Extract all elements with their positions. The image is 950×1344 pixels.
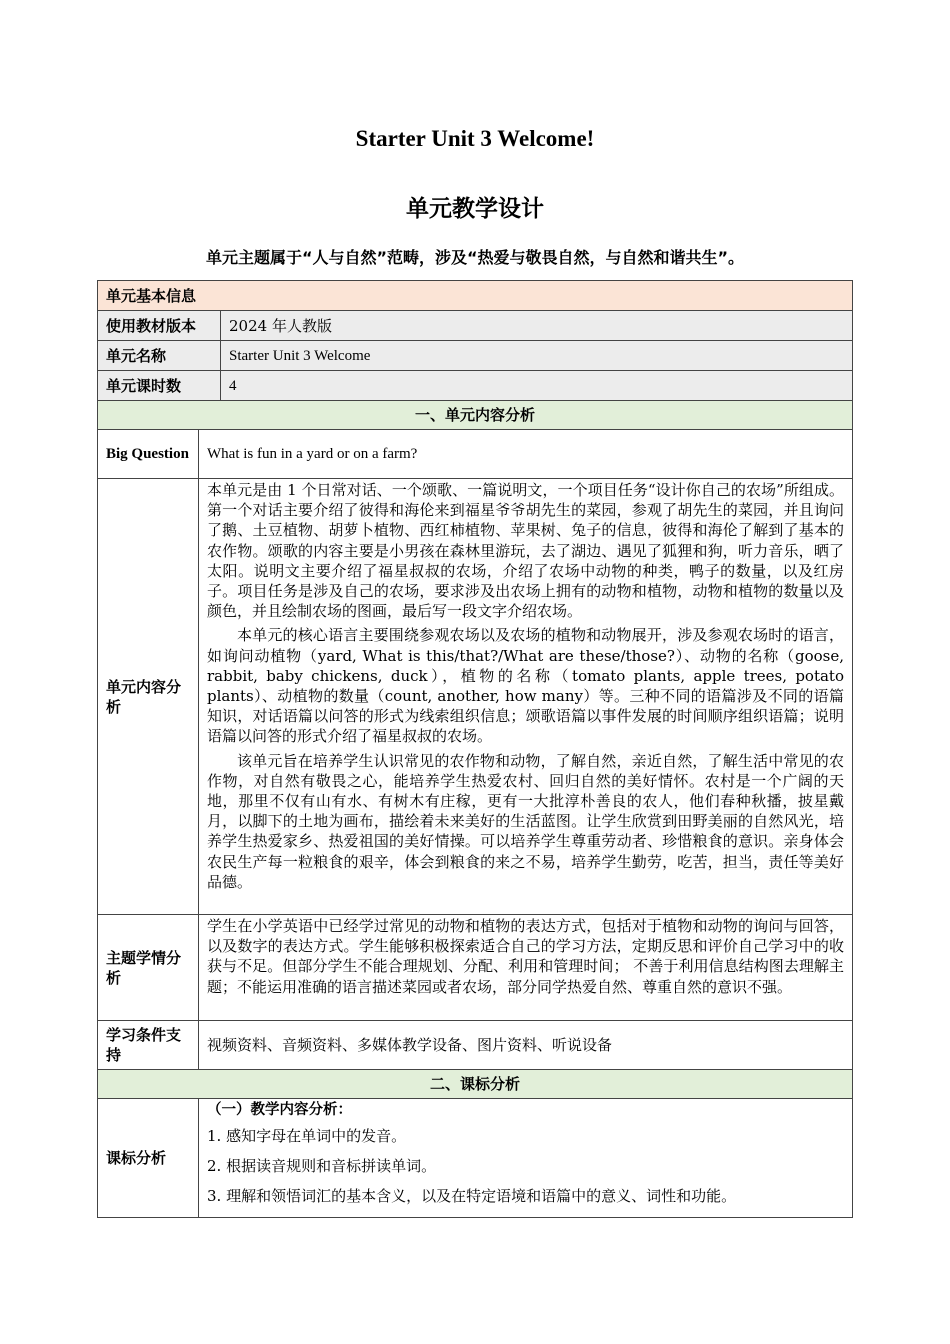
content-analysis-label: 单元内容分析 [98, 479, 199, 915]
big-question-value: What is fun in a yard or on a farm? [199, 430, 853, 479]
section1-header: 一、单元内容分析 [98, 401, 853, 430]
textbook-value: 2024 年人教版 [221, 311, 853, 341]
learner-analysis-label: 主题学情分析 [98, 915, 199, 1021]
content-analysis-row [98, 479, 853, 915]
curriculum-analysis-row [98, 1099, 853, 1218]
content-paragraph: 本单元的核心语言主要围绕参观农场以及农场的植物和动物展开，涉及参观农场时的语言，如询问动植物（yard, What is this/that?/What are these/those?）、动物的名称（goose, rabbit, baby chickens, duck），植物的名称（tomato plants, apple trees, potato plants）、动植物的数量（count, another, how many）等。三种不同的语篇涉及不同的语篇知识，对话语篇以问答的形式为线索组织信息；颂歌语篇以事件发展的时间顺序组织语篇；说明语篇以问答的形式介绍了福星叔叔的农场。 [207, 626, 844, 746]
content-paragraph: 本单元是由 1 个日常对话、一个颂歌、一篇说明文，一个项目任务“设计你自己的农场”所组成。第一个对话主要介绍了彼得和海伦来到福星爷爷胡先生的菜园，参观了胡先生的菜园，并且询问了鹅、土豆植物、胡萝卜植物、西红柿植物、苹果树、兔子的信息，彼得和海伦了解到了基本的农作物。颂歌的内容主要是小男孩在森林里游玩，去了湖边、遇见了狐狸和狗，听力音乐，晒了太阳。说明文主要介绍了福星叔叔的农场，介绍了农场中动物的种类，鸭子的数量，以及红房子。项目任务是涉及自己的农场，要求涉及出农场上拥有的动物和植物，动物和植物的数量以及颜色，并且绘制农场的图画，最后写一段文字介绍农场。 [207, 481, 844, 621]
big-question-label: Big Question [98, 430, 199, 479]
learning-support-value: 视频资料、音频资料、多媒体教学设备、图片资料、听说设备 [199, 1021, 853, 1070]
textbook-row [98, 311, 853, 341]
hours-label: 单元课时数 [98, 371, 221, 401]
learner-analysis-body [199, 915, 853, 1021]
big-question-row [98, 430, 853, 479]
learner-analysis-row [98, 915, 853, 1021]
document-title-chinese: 单元教学设计 [406, 196, 544, 222]
document-title-english: Starter Unit 3 Welcome! [355, 126, 595, 151]
unit-name-row [98, 341, 853, 371]
unit-name-label: 单元名称 [98, 341, 221, 371]
unit-name-value: Starter Unit 3 Welcome [221, 341, 853, 371]
hours-value: 4 [221, 371, 853, 401]
hours-row [98, 371, 853, 401]
content-analysis-body [199, 479, 853, 915]
section1-header-row [98, 401, 853, 430]
learner-analysis-text: 学生在小学英语中已经学过常见的动物和植物的表达方式，包括对于植物和动物的询问与回答，以及数字的表达方式。学生能够积极探索适合自己的学习方法，定期反思和评价自己学习中的收获与不足。但部分学生不能合理规划、分配、利用和管理时间； 不善于利用信息结构图去理解主题；不能运用准确的语言描述菜园或者农场，部分同学热爱自然、尊重自然的意识不强。 [207, 917, 844, 996]
list-item: 3. 理解和领悟词汇的基本含义，以及在特定语境和语篇中的意义、词性和功能。 [207, 1187, 737, 1205]
curriculum-analysis-body [199, 1099, 853, 1218]
unit-theme-statement: 单元主题属于“人与自然”范畴，涉及“热爱与敬畏自然，与自然和谐共生”。 [205, 248, 745, 267]
basic-info-header: 单元基本信息 [98, 281, 853, 311]
teaching-content-heading: （一）教学内容分析： [207, 1102, 352, 1118]
learning-support-label: 学习条件支持 [98, 1021, 199, 1070]
content-paragraph: 该单元旨在培养学生认识常见的农作物和动物，了解自然，亲近自然，了解生活中常见的农作物，对自然有敬畏之心，能培养学生热爱农村、回归自然的美好情怀。农村是一个广阔的天地，那里不仅有山有水、有树木有庄稼，更有一大批淳朴善良的农人，他们春种秋播，披星戴月，以脚下的土地为画布，描绘着未来美好的生活蓝图。让学生欣赏到田野美丽的自然风光，培养学生热爱家乡、热爱祖国的美好情操。可以培养学生尊重劳动者、珍惜粮食的意识。亲身体会农民生产每一粒粮食的艰辛，体会到粮食的来之不易，培养学生勤劳，吃苦，担当，责任等美好品德。 [207, 751, 844, 891]
learning-support-row [98, 1021, 853, 1070]
curriculum-analysis-label: 课标分析 [98, 1099, 199, 1218]
textbook-label: 使用教材版本 [98, 311, 221, 341]
unit-design-table [97, 280, 853, 1218]
list-item: 2. 根据读音规则和音标拼读单词。 [207, 1157, 437, 1175]
section2-header: 二、课标分析 [98, 1070, 853, 1099]
list-item: 1. 感知字母在单词中的发音。 [207, 1127, 407, 1145]
basic-info-header-row [98, 281, 853, 311]
section2-header-row [98, 1070, 853, 1099]
